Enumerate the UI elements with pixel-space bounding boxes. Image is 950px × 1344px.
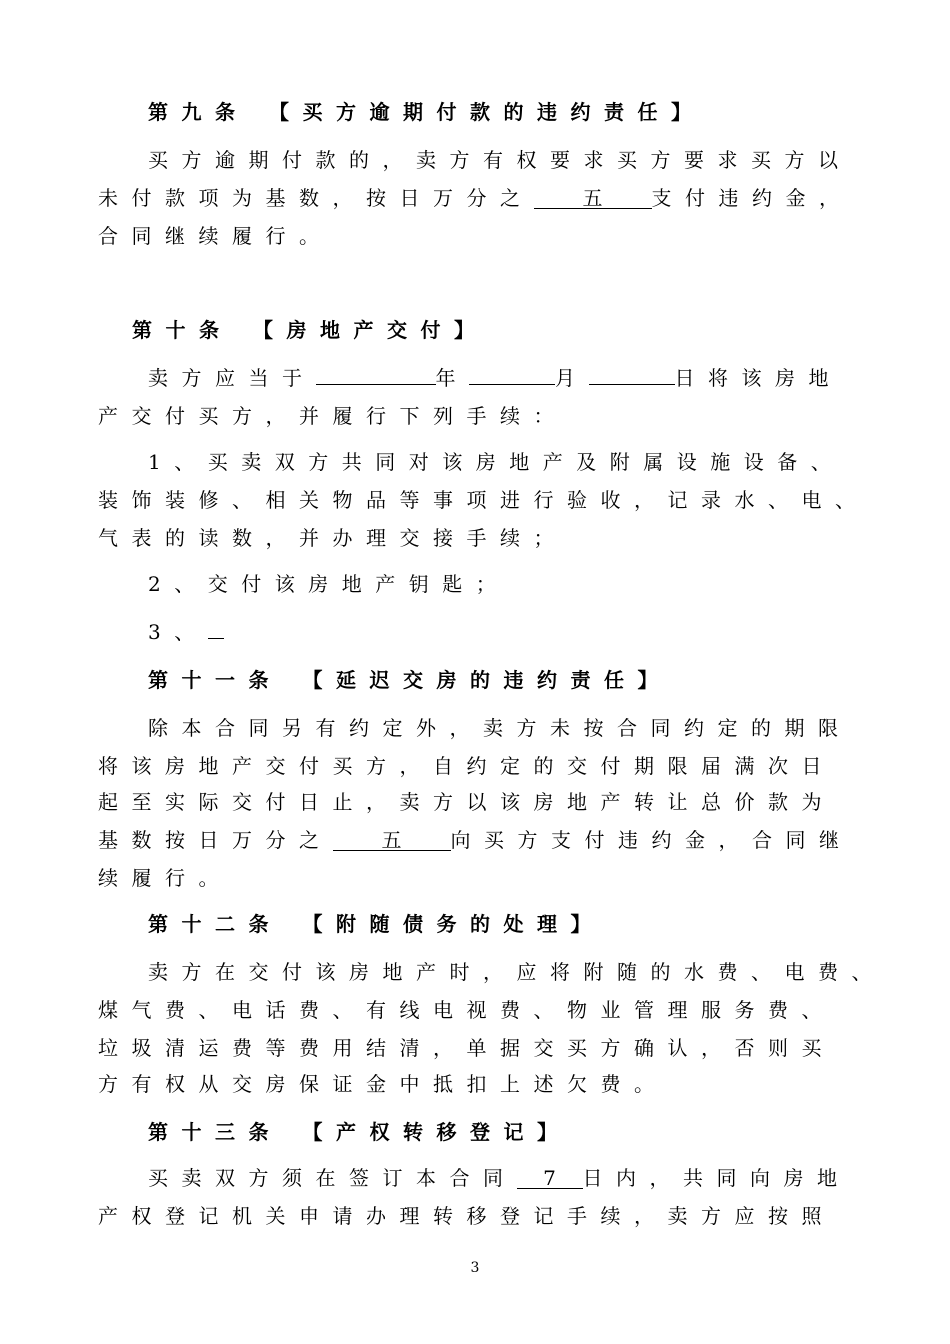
- article-10-line: 卖方应当于 年 月 日将该房地: [148, 366, 842, 390]
- article-13-line: 产权登记机关申请办理转移登记手续，卖方应按照: [98, 1204, 835, 1228]
- article-9-line: 未付款项为基数，按日万分之 五 支付违约金，: [98, 186, 853, 210]
- article-9-title: 第九条 【买方逾期付款的违约责任】: [148, 100, 705, 124]
- blank-field: 五: [333, 830, 451, 851]
- article-9-line: 合同继续履行。: [98, 224, 333, 248]
- page-number: 3: [470, 1260, 480, 1276]
- blank-day: [589, 384, 675, 385]
- article-13-line: 买卖双方须在签订本合同 7 日内，共同向房地: [148, 1166, 851, 1190]
- article-10-item: 3、: [148, 620, 224, 644]
- article-10-item: 装饰装修、相关物品等事项进行验收，记录水、电、: [98, 488, 869, 512]
- article-10-line: 产交付买方，并履行下列手续：: [98, 404, 567, 428]
- article-12-title: 第十二条 【附随债务的处理】: [148, 912, 604, 936]
- blank-field: 五: [534, 188, 652, 209]
- article-12-line: 卖方在交付该房地产时，应将附随的水费、电费、: [148, 960, 885, 984]
- article-11-line: 基数按日万分之 五 向买方支付违约金，合同继: [98, 828, 853, 852]
- article-11-line: 起至实际交付日止，卖方以该房地产转让总价款为: [98, 790, 835, 814]
- article-11-title: 第十一条 【延迟交房的违约责任】: [148, 668, 671, 692]
- article-12-line: 煤气费、电话费、有线电视费、物业管理服务费、: [98, 998, 835, 1022]
- blank-field: [208, 638, 224, 639]
- article-10-item: 气表的读数，并办理交接手续；: [98, 526, 567, 550]
- blank-field: 7: [517, 1168, 583, 1189]
- article-13-title: 第十三条 【产权转移登记】: [148, 1120, 571, 1144]
- article-12-line: 垃圾清运费等费用结清，单据交买方确认，否则买: [98, 1036, 835, 1060]
- article-12-line: 方有权从交房保证金中抵扣上述欠费。: [98, 1072, 668, 1096]
- article-11-line: 将该房地产交付买方，自约定的交付期限届满次日: [98, 754, 835, 778]
- blank-year: [316, 384, 436, 385]
- article-11-line: 续履行。: [98, 866, 232, 890]
- blank-month: [469, 384, 555, 385]
- article-9-line: 买方逾期付款的，卖方有权要求买方要求买方以: [148, 148, 852, 172]
- article-10-item: 1、买卖双方共同对该房地产及附属设施设备、: [148, 450, 845, 474]
- article-10-title: 第十条 【房地产交付】: [132, 318, 488, 342]
- article-10-item: 2、交付该房地产钥匙；: [148, 572, 510, 596]
- article-11-line: 除本合同另有约定外，卖方未按合同约定的期限: [148, 716, 852, 740]
